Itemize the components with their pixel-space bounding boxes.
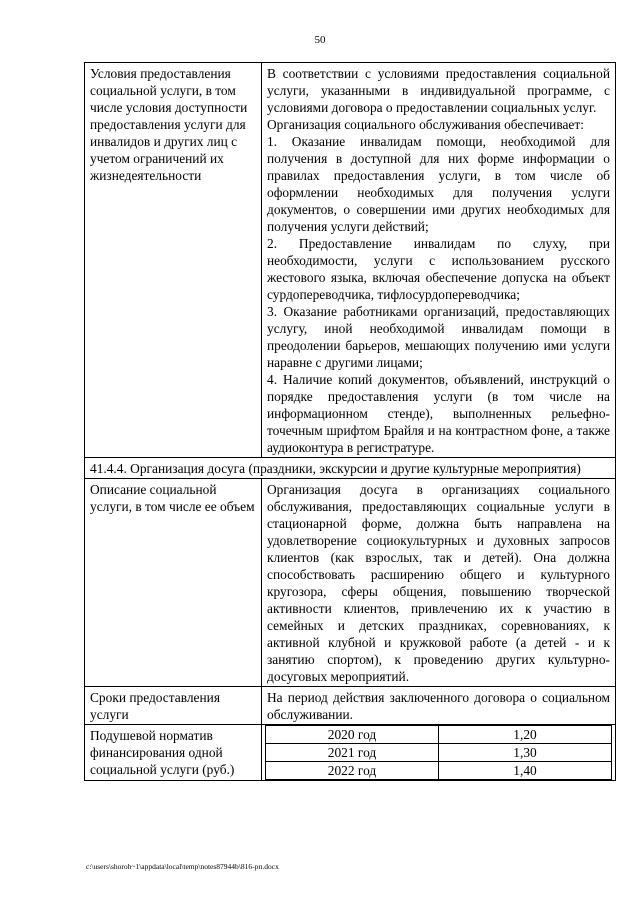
financing-label: Подушевой норматив финансирования одной социальной услуги (руб.) [85,725,262,781]
financing-amount: 1,30 [439,744,612,762]
table-row-description [85,479,616,687]
table-row-conditions [85,63,616,458]
conditions-paragraph: 2. Предоставление инвалидам по слуху, при необходимости, услуги с использованием русского жестового языка, включая обеспечение допуска на объект сурдопереводчика, тифлосурдопереводчика; [267,236,610,302]
conditions-paragraph: 3. Оказание работниками организаций, предоставляющих услугу, иной необходимой инвалидам помощи в преодолении барьеров, мешающих получению ими услуги наравне с другими лицами; [267,304,610,370]
terms-label: Сроки предоставления услуги [85,687,262,725]
financing-year: 2020 год [266,726,439,744]
table-row [266,726,612,744]
table-row-terms [85,687,616,725]
table-row [266,762,612,780]
footer-file-path: c:\users\shoroh~1\appdata\local\temp\notes87944b\816-рп.docx [86,862,279,871]
financing-year: 2021 год [266,744,439,762]
description-value: Организация досуга в организациях социального обслуживания, предоставляющих социальные услуги в стационарной форме, должна быть направлена на удовлетворение социокультурных и духовных запросов клиентов (как взрослых, так и детей). Она должна способствовать расширению общего и культурного кругозора, сферы общения, повышению творческой активности клиентов, привлечению их к участию в семейных и детских праздниках, соревнованиях, к активной клубной и кружковой работе (а детей - и к занятию спортом), к проведению других культурно-досуговых мероприятий. [262,479,616,687]
service-table [84,62,616,781]
section-heading: 41.4.4. Организация досуга (праздники, экскурсии и другие культурные мероприятия) [85,458,616,479]
description-label: Описание социальной услуги, в том числе ее объем [85,479,262,687]
conditions-paragraph: 1. Оказание инвалидам помощи, необходимой для получения в доступной для них форме информации о правилах предоставления услуги, в том числе об оформлении необходимых для получения услуги документов, о совершении ими других необходимых для получения услуги действий; [267,134,610,234]
table-row-section-heading [85,458,616,479]
financing-amount: 1,40 [439,762,612,780]
table-row-financing [85,725,616,781]
conditions-value [262,63,616,458]
financing-table [265,725,612,780]
financing-value [262,725,616,781]
financing-amount: 1,20 [439,726,612,744]
financing-year: 2022 год [266,762,439,780]
conditions-paragraph: Организация социального обслуживания обеспечивает: [267,117,584,132]
table-row [266,744,612,762]
page-number: 50 [314,34,326,46]
conditions-paragraph: 4. Наличие копий документов, объявлений, инструкций о порядке предоставления услуги (в том числе на информационном стенде), выполненных рельефно-точечным шрифтом Брайля и на контрастном фоне, а также аудиоконтура в регистратуре. [267,372,610,455]
conditions-paragraph: В соответствии с условиями предоставления социальной услуги, указанными в индивидуальной программе, с условиями договора о предоставлении социальных услуг. [267,66,610,115]
terms-value: На период действия заключенного договора о социальном обслуживании. [262,687,616,725]
conditions-label: Условия предоставления социальной услуги, в том числе условия доступности предоставления услуги для инвалидов и других лиц с учетом ограничений их жизнедеятельности [85,63,262,458]
